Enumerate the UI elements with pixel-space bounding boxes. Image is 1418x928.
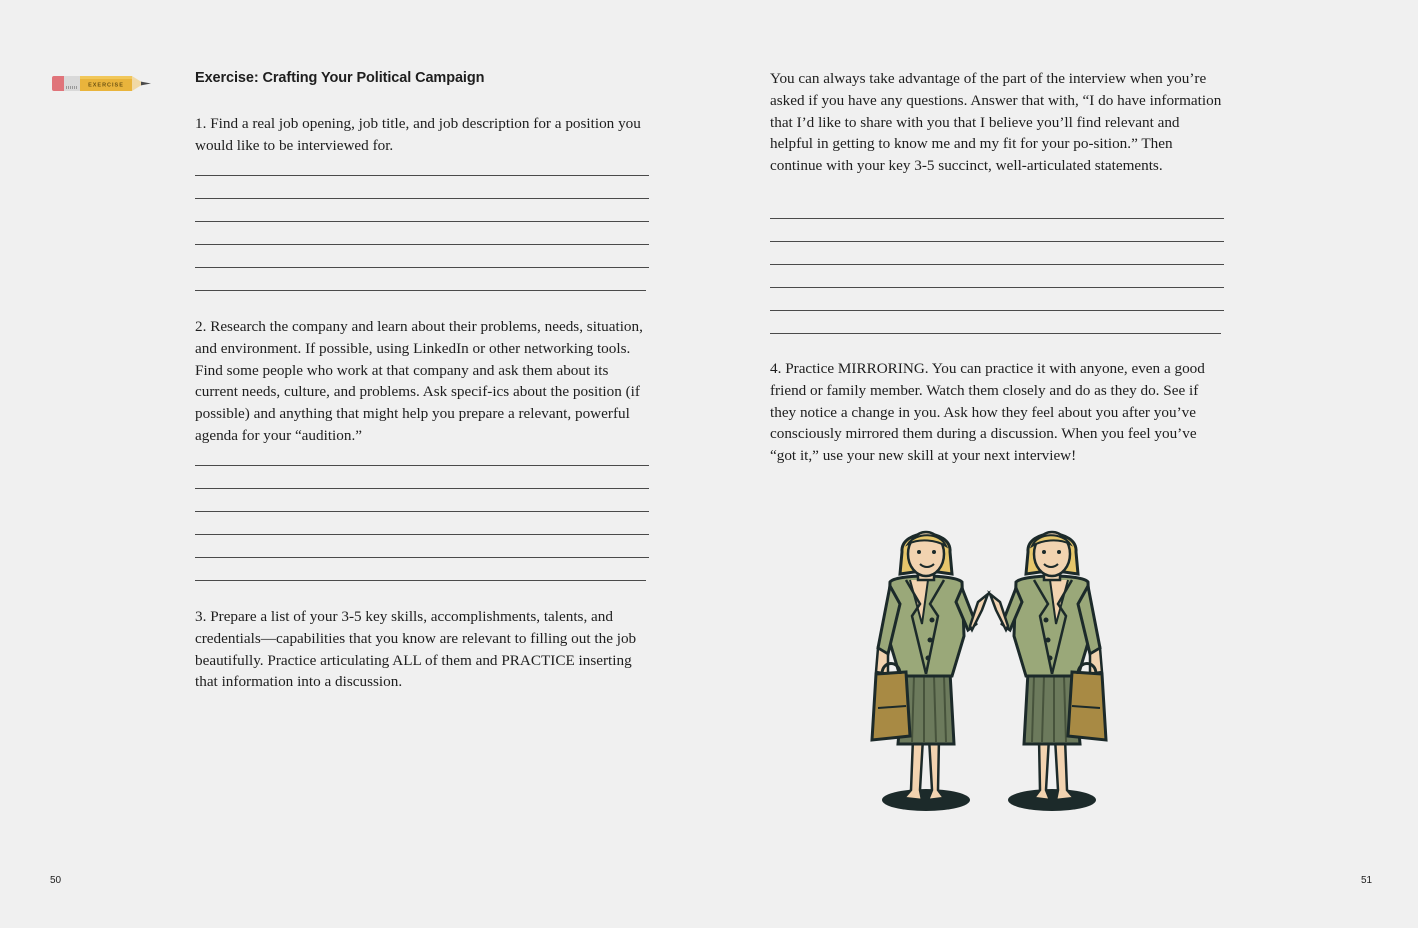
answer-line xyxy=(770,219,1224,242)
answer-line xyxy=(195,176,649,199)
question-2: 2. Research the company and learn about their problems, needs, situation, and environment. If possible, using LinkedIn or other networking tools. Find some people who work at that company and ask them about its current needs, culture, and problems. Ask specif-ics about the position (if possible) and anything that might help you prepare a relevant, powerful agenda for your “audition.” xyxy=(195,318,643,444)
answer-line xyxy=(195,222,649,245)
answer-line xyxy=(195,535,649,558)
answer-line xyxy=(195,489,649,512)
right-intro-paragraph: You can always take advantage of the part of the interview when you’re asked if you have any questions. Answer that with, “I do have information that I’d like to share with you that I believe you’ll find relevant and helpful in getting to know me and my fit for your po-sition.” Then continue with your key 3-5 succinct, well-articulated statements. xyxy=(770,70,1222,175)
question-3: 3. Prepare a list of your 3-5 key skills, accomplishments, talents, and credentials—capabilities that you know are relevant to filling out the job beautifully. Practice articulating ALL of them and PRACTICE inserting that information into a discussion. xyxy=(195,608,637,691)
question-1: 1. Find a real job opening, job title, and job description for a position you would like to be interviewed for. xyxy=(195,115,641,154)
exercise-badge-label: EXERCISE xyxy=(88,82,124,89)
question-4: 4. Practice MIRRORING. You can practice it with anyone, even a good friend or family member. Watch them closely and do as they do. See if they notice a change in you. Ask how they feel about you after you’ve consciously mirrored them during a discussion. When you feel you’ve “got it,” use your new skill at your next interview! xyxy=(770,360,1205,465)
answer-line xyxy=(770,288,1224,311)
answer-line xyxy=(195,443,649,466)
pencil-icon xyxy=(52,74,152,93)
answer-line xyxy=(195,268,646,291)
page-number-left: 50 xyxy=(50,875,62,886)
answer-line xyxy=(195,466,649,489)
answer-line xyxy=(770,265,1224,288)
exercise-title: Exercise: Crafting Your Political Campaign xyxy=(195,70,485,86)
answer-line xyxy=(770,196,1224,219)
answer-line xyxy=(770,311,1221,334)
answer-line xyxy=(195,558,646,581)
answer-line xyxy=(195,245,649,268)
mirroring-illustration xyxy=(866,524,1112,816)
answer-line xyxy=(195,512,649,535)
page-number-right: 51 xyxy=(1361,875,1373,886)
answer-line xyxy=(770,242,1224,265)
answer-line xyxy=(195,199,649,222)
answer-lines-3 xyxy=(770,196,1224,334)
answer-line xyxy=(195,153,649,176)
answer-lines-2 xyxy=(195,443,649,581)
answer-lines-1 xyxy=(195,153,649,291)
woman-figure-right xyxy=(990,532,1106,811)
woman-figure-left xyxy=(872,532,988,811)
